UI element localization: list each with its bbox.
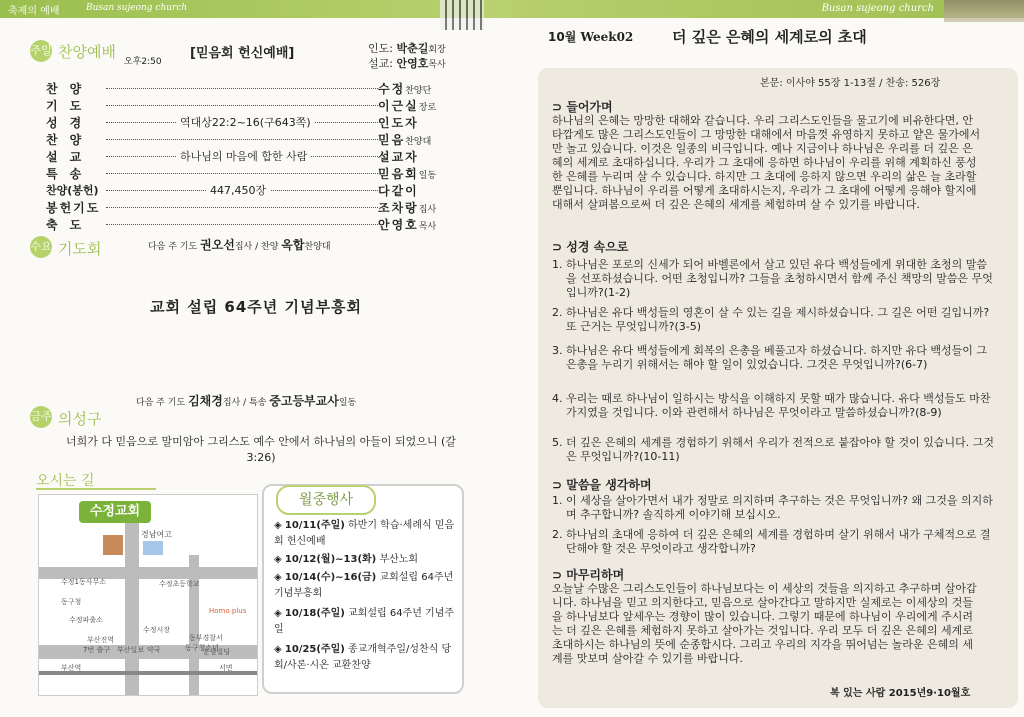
left-header-bar	[0, 0, 512, 18]
order-role: 목사	[418, 222, 437, 232]
section-heading: ⊃ 성경 속으로	[552, 240, 629, 254]
reflection-item: 2. 하나님의 초대에 응하여 더 깊은 은혜의 세계를 경험하며 살기 위해서 내가 구체적으로 결단해야 할 것은 무엇이라고 생각합니까?	[552, 528, 991, 555]
section-heading: ⊃ 마무리하며	[552, 568, 625, 582]
left-header-title: 축제의 예배	[8, 6, 60, 17]
order-person: 수정	[378, 82, 406, 96]
order-item: 축도	[46, 218, 94, 232]
sunday-next-week	[148, 236, 331, 253]
order-detail: 447,450장	[206, 182, 270, 198]
study-title: 더 깊은 은혜의 세계로의 초대	[672, 28, 867, 46]
event-item: ◈ 10/11(주일) 하반기 학습·세례식 믿음회 헌신예배	[274, 520, 455, 547]
event-text: 하반기 학습·세례식 믿음회 헌신예배	[274, 520, 455, 547]
map-label: 수정초등학교	[159, 580, 200, 588]
reflection-heading: 말씀을 생각하며	[566, 478, 652, 492]
event-date: 10/18(주일)	[284, 608, 345, 619]
preacher-label: 설교:	[368, 57, 393, 70]
sunday-preacher	[368, 55, 446, 71]
event-date: 10/12(월)~13(화)	[284, 554, 377, 565]
order-person: 믿음	[378, 133, 406, 147]
monthly-events-box	[262, 484, 464, 694]
map-label: 수정1동사무소	[61, 578, 107, 586]
wednesday-next-week	[136, 392, 356, 409]
right-header-subtitle: Busan sujeong church	[821, 3, 934, 14]
order-item: 찬양	[46, 133, 94, 147]
map-label: 동부경찰서	[189, 634, 223, 642]
map-label: 부산일보	[117, 646, 145, 654]
section-heading: ⊃ 들어가며	[552, 100, 613, 114]
next-special-role: 일동	[338, 398, 357, 408]
leader-role: 회장	[428, 45, 446, 55]
order-item: 특송	[46, 167, 94, 181]
order-item: 기도	[46, 99, 94, 113]
order-row	[46, 80, 474, 96]
event-text: 교회설립 64주년 기념주일	[274, 608, 455, 635]
sunday-service-title: 찬양예배	[58, 43, 116, 61]
order-row	[46, 199, 474, 215]
question-item: 1. 하나님은 포로의 신세가 되어 바벨론에서 살고 있던 유다 백성들에게 위대한 초청의 말씀을 선포하셨습니다. 어떤 초청입니까? 그들을 초청하시면서 함께 주신 책망의 말씀은 무엇입니까?(1-2)	[552, 258, 993, 299]
verse-badge: 금주	[30, 406, 52, 428]
city-photo	[944, 0, 1024, 22]
order-item: 찬양	[46, 82, 94, 96]
next-prayer-role: 집사	[234, 242, 253, 252]
order-person: 조차랑	[378, 201, 419, 215]
study-week-number: Week02	[580, 30, 634, 44]
next-prayer-role: 집사	[222, 398, 241, 408]
order-row	[46, 114, 474, 130]
order-item: 봉헌기도	[46, 201, 101, 215]
question-item: 3. 하나님은 유다 백성들에게 회복의 은총을 베풀고자 하셨습니다. 하지만 유다 백성들이 그 은총을 누리기 위해서는 해야 할 일이 있었습니다. 그것은 무엇입니까?(6-7)	[552, 344, 987, 371]
order-item: 성경	[46, 116, 94, 130]
next-praise-label: / 찬양	[255, 242, 279, 252]
scripture-heading: 성경 속으로	[566, 240, 629, 254]
next-choir-name: 옥합	[281, 238, 305, 252]
order-row	[46, 131, 474, 147]
event-text: 종교개혁주일/성찬식 당회/사론·시온 교환찬양	[274, 644, 452, 671]
order-row	[46, 165, 474, 181]
verse-title: 의성구	[58, 410, 102, 428]
map-label: 경남여고	[141, 530, 172, 539]
next-prayer-name: 김채경	[188, 394, 223, 408]
next-prayer-name: 권오선	[200, 238, 235, 252]
event-date: 10/11(주일)	[284, 520, 345, 531]
study-reference: 본문: 이사야 55장 1-13절 / 찬송: 526장	[760, 78, 941, 89]
directions-title: 오시는 길	[36, 470, 156, 490]
map-label: 7번 출구	[83, 646, 110, 654]
map-label: 수정시장	[143, 626, 171, 634]
question-item: 4. 우리는 때로 하나님이 일하시는 방식을 이해하지 못할 때가 많습니다. 유다 백성들도 마찬가지였을 것입니다. 이와 관련해서 하나님은 무엇이라고 말씀하셨습니까?(8-9)	[552, 392, 991, 419]
sunday-service-name: [믿음회 헌신예배]	[190, 46, 295, 61]
map-label: 운림빌딩	[203, 648, 231, 656]
question-item: 2. 하나님은 유다 백성들의 영혼이 살 수 있는 길을 제시하셨습니다. 그 길은 어떤 길입니까? 또 근거는 무엇입니까?(3-5)	[552, 306, 990, 333]
next-choir-role: 찬양대	[304, 242, 331, 252]
order-role: 장로	[418, 103, 437, 113]
next-special-label: / 특송	[243, 398, 267, 408]
sunday-service-time: 오후2:50	[124, 57, 162, 67]
order-row	[46, 97, 474, 113]
order-person: 인도자	[378, 116, 419, 130]
map-label: 부산진역	[87, 636, 115, 644]
order-role: 찬양단	[405, 86, 432, 96]
map-label: 서면	[219, 664, 233, 672]
order-item: 찬양(봉헌)	[46, 184, 99, 197]
school-icon	[143, 541, 163, 555]
event-item: ◈ 10/12(월)~13(화) 부산노회	[274, 554, 419, 565]
map-label: 동구청	[61, 598, 82, 606]
map-label: 수정파출소	[69, 616, 103, 624]
order-role: 찬양대	[405, 137, 432, 147]
event-date: 10/14(수)~16(금)	[284, 572, 377, 583]
sunday-badge: 주일	[30, 40, 52, 62]
event-item: ◈ 10/18(주일) 교회설립 64주년 기념주일	[274, 608, 455, 635]
wednesday-badge: 수요	[30, 236, 52, 258]
left-header-subtitle: Busan sujeong church	[86, 3, 188, 13]
reflection-item: 1. 이 세상을 살아가면서 내가 정말로 의지하며 추구하는 것은 무엇입니까? 왜 그것을 의지하며 추구합니까? 솔직하게 이야기해 보십시오.	[552, 494, 993, 521]
order-item: 설교	[46, 150, 94, 164]
next-prayer-label: 다음 주 기도	[148, 242, 198, 252]
closing-text: 오늘날 수많은 그리스도인들이 하나님보다는 이 세상의 것들을 의지하고 추구하며 살아갑니다. 하나님을 믿고 의지한다고, 믿음으로 살아간다고 말하지만 실제로는 이세상의 것들을 하나님보다 앞세우는 경향이 많이 있습니다. 그렇기 때문에 하나님이 우리에게 주시려는 더 깊은 은혜를 체험하지 못하고 살아가는 것입니다. 우리 모두 더 깊은 은혜의 세계로 초대하시는 하나님의 뜻에 순종합시다. 그리고 우리의 지각을 뛰어넘는 놀라운 은혜의 세계를 맛보며 살아갈 수 있기를 바랍니다.	[552, 582, 977, 665]
revival-headline: 교회 설립 64주년 기념부흥회	[150, 298, 362, 316]
intro-text: 하나님의 은혜는 망망한 대해와 같습니다. 우리 그리스도인들을 물고기에 비유한다면, 안타깝게도 많은 그리스도인들이 그 망망한 대해에서 마음껏 유영하지 못하고 얕은 물가에서만 놀고 있습니다. 이것은 일종의 비극입니다. 예나 지금이나 하나님은 우리를 더 깊은 은혜의 세계로 초대하십니다. 우리가 그 초대에 응하면 하나님이 우리를 위해 계획하신 풍성한 은혜를 누리며 살 수 있습니다. 하지만 그 초대에 응하지 않으면 우리의 삶은 늘 초라할 뿐입니다. 하나님이 우리를 어떻게 초대하시는지, 우리가 그 초대에 어떻게 응해야 할지에 대해서 살펴봄으로써 더 깊은 은혜의 세계를 체험하며 살 수 있기를 바랍니다.	[552, 114, 981, 211]
leader-label: 인도:	[368, 42, 393, 55]
order-row	[46, 216, 474, 232]
order-role: 집사	[418, 205, 437, 215]
monthly-events-title: 월중행사	[276, 485, 376, 515]
map-label: 약국	[147, 646, 161, 654]
study-week	[548, 28, 633, 45]
order-person: 이근실	[378, 99, 419, 113]
event-date: 10/25(주일)	[284, 644, 345, 655]
piano-keys-image	[440, 0, 484, 30]
preacher-role: 목사	[428, 60, 446, 70]
order-person: 안영호	[378, 218, 419, 232]
event-item: ◈ 10/25(주일) 종교개혁주일/성찬식 당회/사론·시온 교환찬양	[274, 644, 452, 671]
map-label: 동구청소년	[185, 644, 219, 652]
question-item: 5. 더 깊은 은혜의 세계를 경험하기 위해서 우리가 전적으로 붙잡아야 할 것이 있습니다. 그것은 무엇입니까?(10-11)	[552, 436, 994, 463]
order-role: 일동	[418, 171, 437, 181]
map-label: 부산역	[61, 664, 82, 672]
wednesday-title: 기도회	[58, 240, 102, 258]
study-month: 10월	[548, 30, 577, 44]
closing-heading: 마무리하며	[566, 568, 625, 582]
order-person: 설교자	[378, 150, 419, 164]
order-row	[46, 182, 474, 198]
map-label: Homo plus	[209, 607, 247, 615]
order-row	[46, 148, 474, 164]
leader-name: 박춘길	[396, 42, 429, 55]
order-person: 다같이	[378, 184, 419, 198]
next-special-name: 중고등부교사	[269, 394, 339, 408]
study-source: 복 있는 사람 2015년9·10월호	[830, 688, 971, 699]
weekly-verse: 너희가 다 믿음으로 말미암아 그리스도 예수 안에서 하나님의 아들이 되었으니 (갈3:26)	[66, 435, 456, 464]
church-building-icon	[103, 535, 123, 555]
event-text: 교회설립 64주년 기념부흥회	[274, 572, 454, 599]
church-marker: 수정교회	[79, 501, 151, 523]
section-heading: ⊃ 말씀을 생각하며	[552, 478, 652, 492]
next-prayer-label: 다음 주 기도	[136, 398, 186, 408]
intro-heading: 들어가며	[566, 100, 613, 114]
event-text: 부산노회	[379, 554, 419, 565]
event-item: ◈ 10/14(수)~16(금) 교회설립 64주년 기념부흥회	[274, 572, 454, 599]
order-person: 믿음회	[378, 167, 419, 181]
church-map	[38, 494, 258, 696]
preacher-name: 안영호	[396, 57, 429, 70]
sunday-leader	[368, 40, 446, 56]
order-detail: 역대상22:2~16(구643쪽)	[176, 114, 315, 130]
order-detail: 하나님의 마음에 합한 사람	[176, 148, 311, 164]
